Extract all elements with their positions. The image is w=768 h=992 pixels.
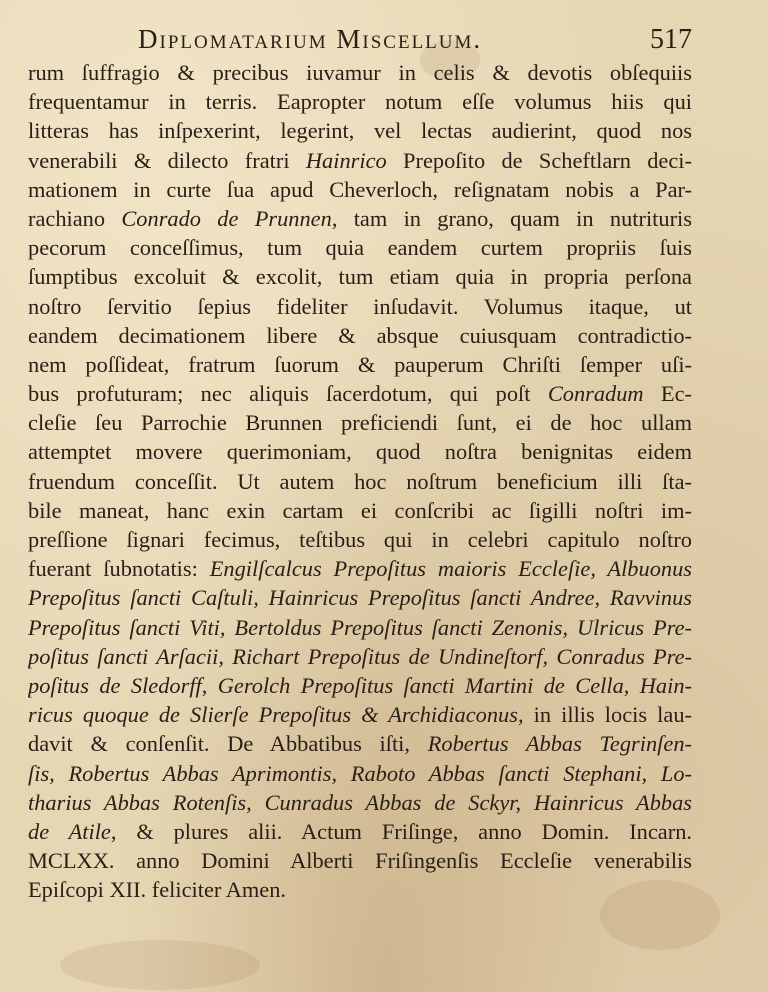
text-segment: MCLXX. anno Domini Alberti Friſingenſis Eccleſie venerabilis — [28, 848, 692, 874]
text-segment: rachiano — [28, 205, 122, 231]
text-segment: , in illis locis lau- — [517, 702, 692, 728]
running-head — [28, 10, 692, 58]
text-segment: mationem in curte ſua apud Cheverloch, reſignatam nobis a Par- — [28, 176, 692, 202]
italic-text-segment: Engilſcalcus Prepoſitus maioris Eccleſie, Albuonus — [209, 556, 692, 582]
text-line — [28, 817, 692, 846]
text-line — [28, 204, 692, 233]
text-line — [28, 262, 692, 291]
text-segment: bile maneat, hanc exin cartam ei conſcribi ac ſigilli noſtri im- — [28, 497, 692, 523]
text-segment: attemptet movere querimoniam, quod noſtra benignitas eidem — [28, 439, 692, 465]
italic-text-segment: poſitus ſancti Arſacii, Richart Prepoſitus de Undineſtorf, Conradus Pre- — [28, 643, 692, 669]
italic-text-segment: Conrado de Prunnen — [121, 205, 332, 231]
text-line — [28, 437, 692, 466]
text-segment: , & plures alii. Actum Friſinge, anno Domin. Incarn. — [110, 818, 692, 844]
text-line — [28, 700, 692, 729]
italic-text-segment: ſis, Robertus Abbas Aprimontis, Raboto Abbas ſancti Stephani, Lo- — [28, 760, 692, 786]
text-segment: bus profuturam; nec aliquis ſacerdotum, qui poſt — [28, 381, 548, 407]
text-segment: Ec- — [643, 381, 692, 407]
text-segment: Epiſcopi XII. feliciter Amen. — [28, 877, 287, 903]
text-segment: davit & conſenſit. De Abbatibus iſti, — [28, 731, 428, 757]
text-line — [28, 875, 692, 904]
text-line — [28, 846, 692, 875]
text-line — [28, 554, 692, 583]
text-segment: rum ſuffragio & precibus iuvamur in celis & devotis obſequiis — [28, 60, 692, 85]
text-segment: , tam in grano, quam in nutrituris — [331, 205, 692, 231]
text-segment: frequentamur in terris. Eapropter notum eſſe volumus hiis qui — [28, 89, 692, 115]
text-line — [28, 146, 692, 175]
italic-text-segment: Conradum — [547, 381, 644, 407]
text-segment: nem poſſideat, fratrum ſuorum & pauperum Chriſti ſemper uſi- — [28, 351, 692, 377]
text-segment: Prepoſito de Scheftlarn deci- — [386, 147, 692, 173]
italic-text-segment: Robertus Abbas Tegrinſen- — [427, 731, 692, 757]
italic-text-segment: poſitus de Sledorff, Gerolch Prepoſitus ſancti Martini de Cella, Hain- — [28, 672, 692, 698]
text-line — [28, 408, 692, 437]
text-segment: fuerant ſubnotatis: — [28, 556, 210, 582]
text-line — [28, 642, 692, 671]
text-line — [28, 671, 692, 700]
text-segment: litteras has inſpexerint, legerint, vel lectas audierint, quod nos — [28, 118, 692, 144]
italic-text-segment: de Atile — [28, 818, 111, 844]
italic-text-segment: tharius Abbas Rotenſis, Cunradus Abbas de Sckyr, Hainricus Abbas — [28, 789, 692, 815]
text-segment: cleſie ſeu Parrochie Brunnen preficiendi ſunt, ei de hoc ullam — [28, 410, 692, 436]
text-line — [28, 321, 692, 350]
page-number: 517 — [650, 24, 692, 55]
text-line — [28, 525, 692, 554]
text-segment: noſtro ſervitio ſepius fideliter inſudavit. Volumus itaque, ut — [28, 293, 692, 319]
text-line — [28, 759, 692, 788]
text-line — [28, 292, 692, 321]
text-line — [28, 379, 692, 408]
italic-text-segment: ricus quoque de Slierſe Prepoſitus & Archidiaconus — [28, 702, 518, 728]
text-line — [28, 350, 692, 379]
text-line — [28, 467, 692, 496]
document-body — [28, 58, 692, 904]
italic-text-segment: Prepoſitus ſancti Viti, Bertoldus Prepoſitus ſancti Zenonis, Ulricus Pre- — [28, 614, 692, 640]
text-line — [28, 233, 692, 262]
running-title: Diplomatarium Miscellum. — [138, 24, 483, 54]
text-line — [28, 87, 692, 116]
text-line — [28, 58, 692, 87]
text-segment: pecorum conceſſimus, tum quia eandem curtem propriis ſuis — [28, 235, 692, 261]
text-line — [28, 175, 692, 204]
text-line — [28, 496, 692, 525]
text-segment: eandem decimationem libere & absque cuiusquam contradictio- — [28, 322, 692, 348]
text-line — [28, 729, 692, 758]
document-page — [28, 10, 692, 970]
italic-text-segment: Prepoſitus ſancti Caſtuli, Hainricus Prepoſitus ſancti Andree, Ravvinus — [28, 585, 692, 611]
text-segment: fruendum conceſſit. Ut autem hoc noſtrum beneficium illi ſta- — [28, 468, 692, 494]
text-line — [28, 613, 692, 642]
text-line — [28, 788, 692, 817]
text-segment: venerabili & dilecto fratri — [28, 147, 306, 173]
text-line — [28, 583, 692, 612]
text-segment: preſſione ſignari fecimus, teſtibus qui in celebri capitulo noſtro — [28, 527, 692, 552]
text-segment: ſumptibus excoluit & excolit, tum etiam quia in propria perſona — [28, 264, 692, 290]
italic-text-segment: Hainrico — [305, 147, 387, 173]
text-line — [28, 116, 692, 145]
